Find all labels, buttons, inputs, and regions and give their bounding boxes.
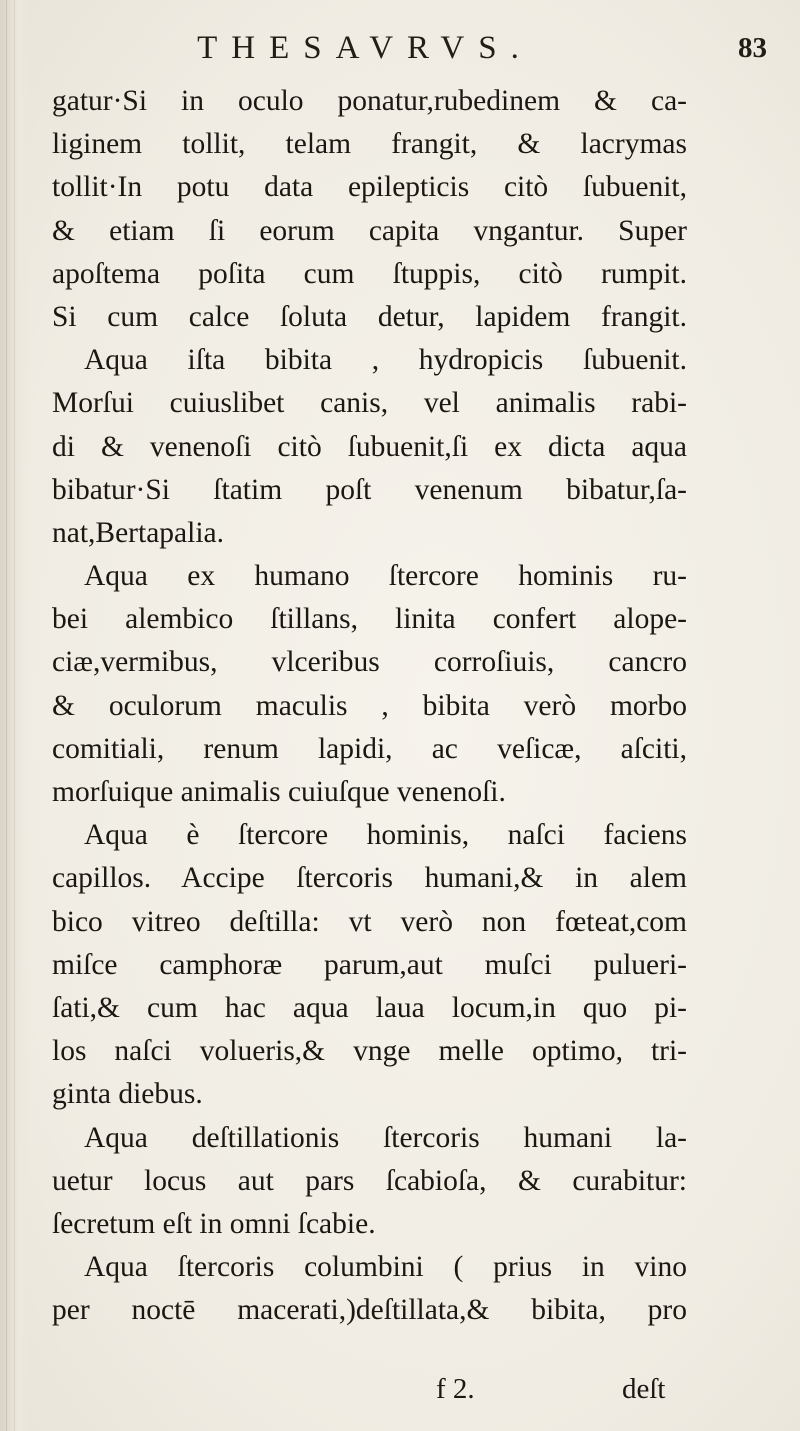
paragraph-last-line: ſecretum eſt in omni ſcabie. xyxy=(52,1207,376,1240)
paragraph-last-line: ginta diebus. xyxy=(52,1078,203,1111)
text-line: Si cum calce ſoluta detur, lapidem frangit. xyxy=(52,300,687,333)
paragraph-last-line: morſuique animalis cuiuſque venenoſi. xyxy=(52,776,506,808)
body-text xyxy=(52,80,687,1332)
paragraph-first-line: Aqua ſtercoris columbini ( prius in vino xyxy=(84,1251,687,1284)
gutter-fold-line xyxy=(14,0,15,1431)
text-line: liginem tollit, telam frangit, & lacrymas xyxy=(52,128,687,161)
text-line: bibatur·Si ſtatim poſt venenum bibatur,ſa- xyxy=(52,473,687,506)
paragraph-first-line: Aqua iſta bibita , hydropicis ſubuenit. xyxy=(84,344,687,377)
text-line: bico vitreo deſtilla: vt verò non fœteat,com xyxy=(52,905,687,938)
gutter-fold-line xyxy=(6,0,7,1431)
text-line: ciæ,vermibus, vlceribus corroſiuis, cancro xyxy=(52,646,687,679)
paragraph-last-line: nat,Bertapalia. xyxy=(52,516,225,549)
page-number: 83 xyxy=(738,32,767,64)
text-line: per noctē macerati,)deſtillata,& bibita, pro xyxy=(52,1294,687,1327)
text-line: uetur locus aut pars ſcabioſa, & curabitur: xyxy=(52,1164,687,1197)
text-line: di & venenoſi citò ſubuenit,ſi ex dicta aqua xyxy=(52,430,687,463)
text-line: & oculorum maculis , bibita verò morbo xyxy=(52,689,687,722)
gutter-shadow xyxy=(0,0,30,1431)
text-line: apoſtema poſita cum ſtuppis, citò rumpit. xyxy=(52,257,687,290)
text-line: tollit·In potu data epilepticis citò ſubuenit, xyxy=(52,171,687,204)
page-footer xyxy=(52,1368,687,1411)
paragraph-first-line: Aqua ex humano ſtercore hominis ru- xyxy=(84,560,687,593)
text-line: los naſci volueris,& vnge melle optimo, tri- xyxy=(52,1035,687,1068)
text-line: capillos. Accipe ſtercoris humani,& in alem xyxy=(52,862,687,895)
text-line: gatur·Si in oculo ponatur,rubedinem & ca- xyxy=(52,85,687,117)
signature-mark: f 2. xyxy=(436,1373,475,1405)
text-line: Morſui cuiuslibet canis, vel animalis rabi- xyxy=(52,387,687,420)
running-head: THESAVRVS. xyxy=(197,30,533,66)
text-line: & etiam ſi eorum capita vngantur. Super xyxy=(52,214,687,247)
text-line: comitiali, renum lapidi, ac veſicæ, aſciti, xyxy=(52,732,687,765)
catchword: deſt xyxy=(622,1373,666,1405)
text-line: miſce camphoræ parum,aut muſci pulueri- xyxy=(52,948,687,981)
text-line: ſati,& cum hac aqua laua locum,in quo pi- xyxy=(52,991,687,1024)
text-line: bei alembico ſtillans, linita confert alope- xyxy=(52,603,687,636)
paragraph-first-line: Aqua deſtillationis ſtercoris humani la- xyxy=(84,1121,687,1154)
paragraph-first-line: Aqua è ſtercore hominis, naſci faciens xyxy=(84,819,687,852)
